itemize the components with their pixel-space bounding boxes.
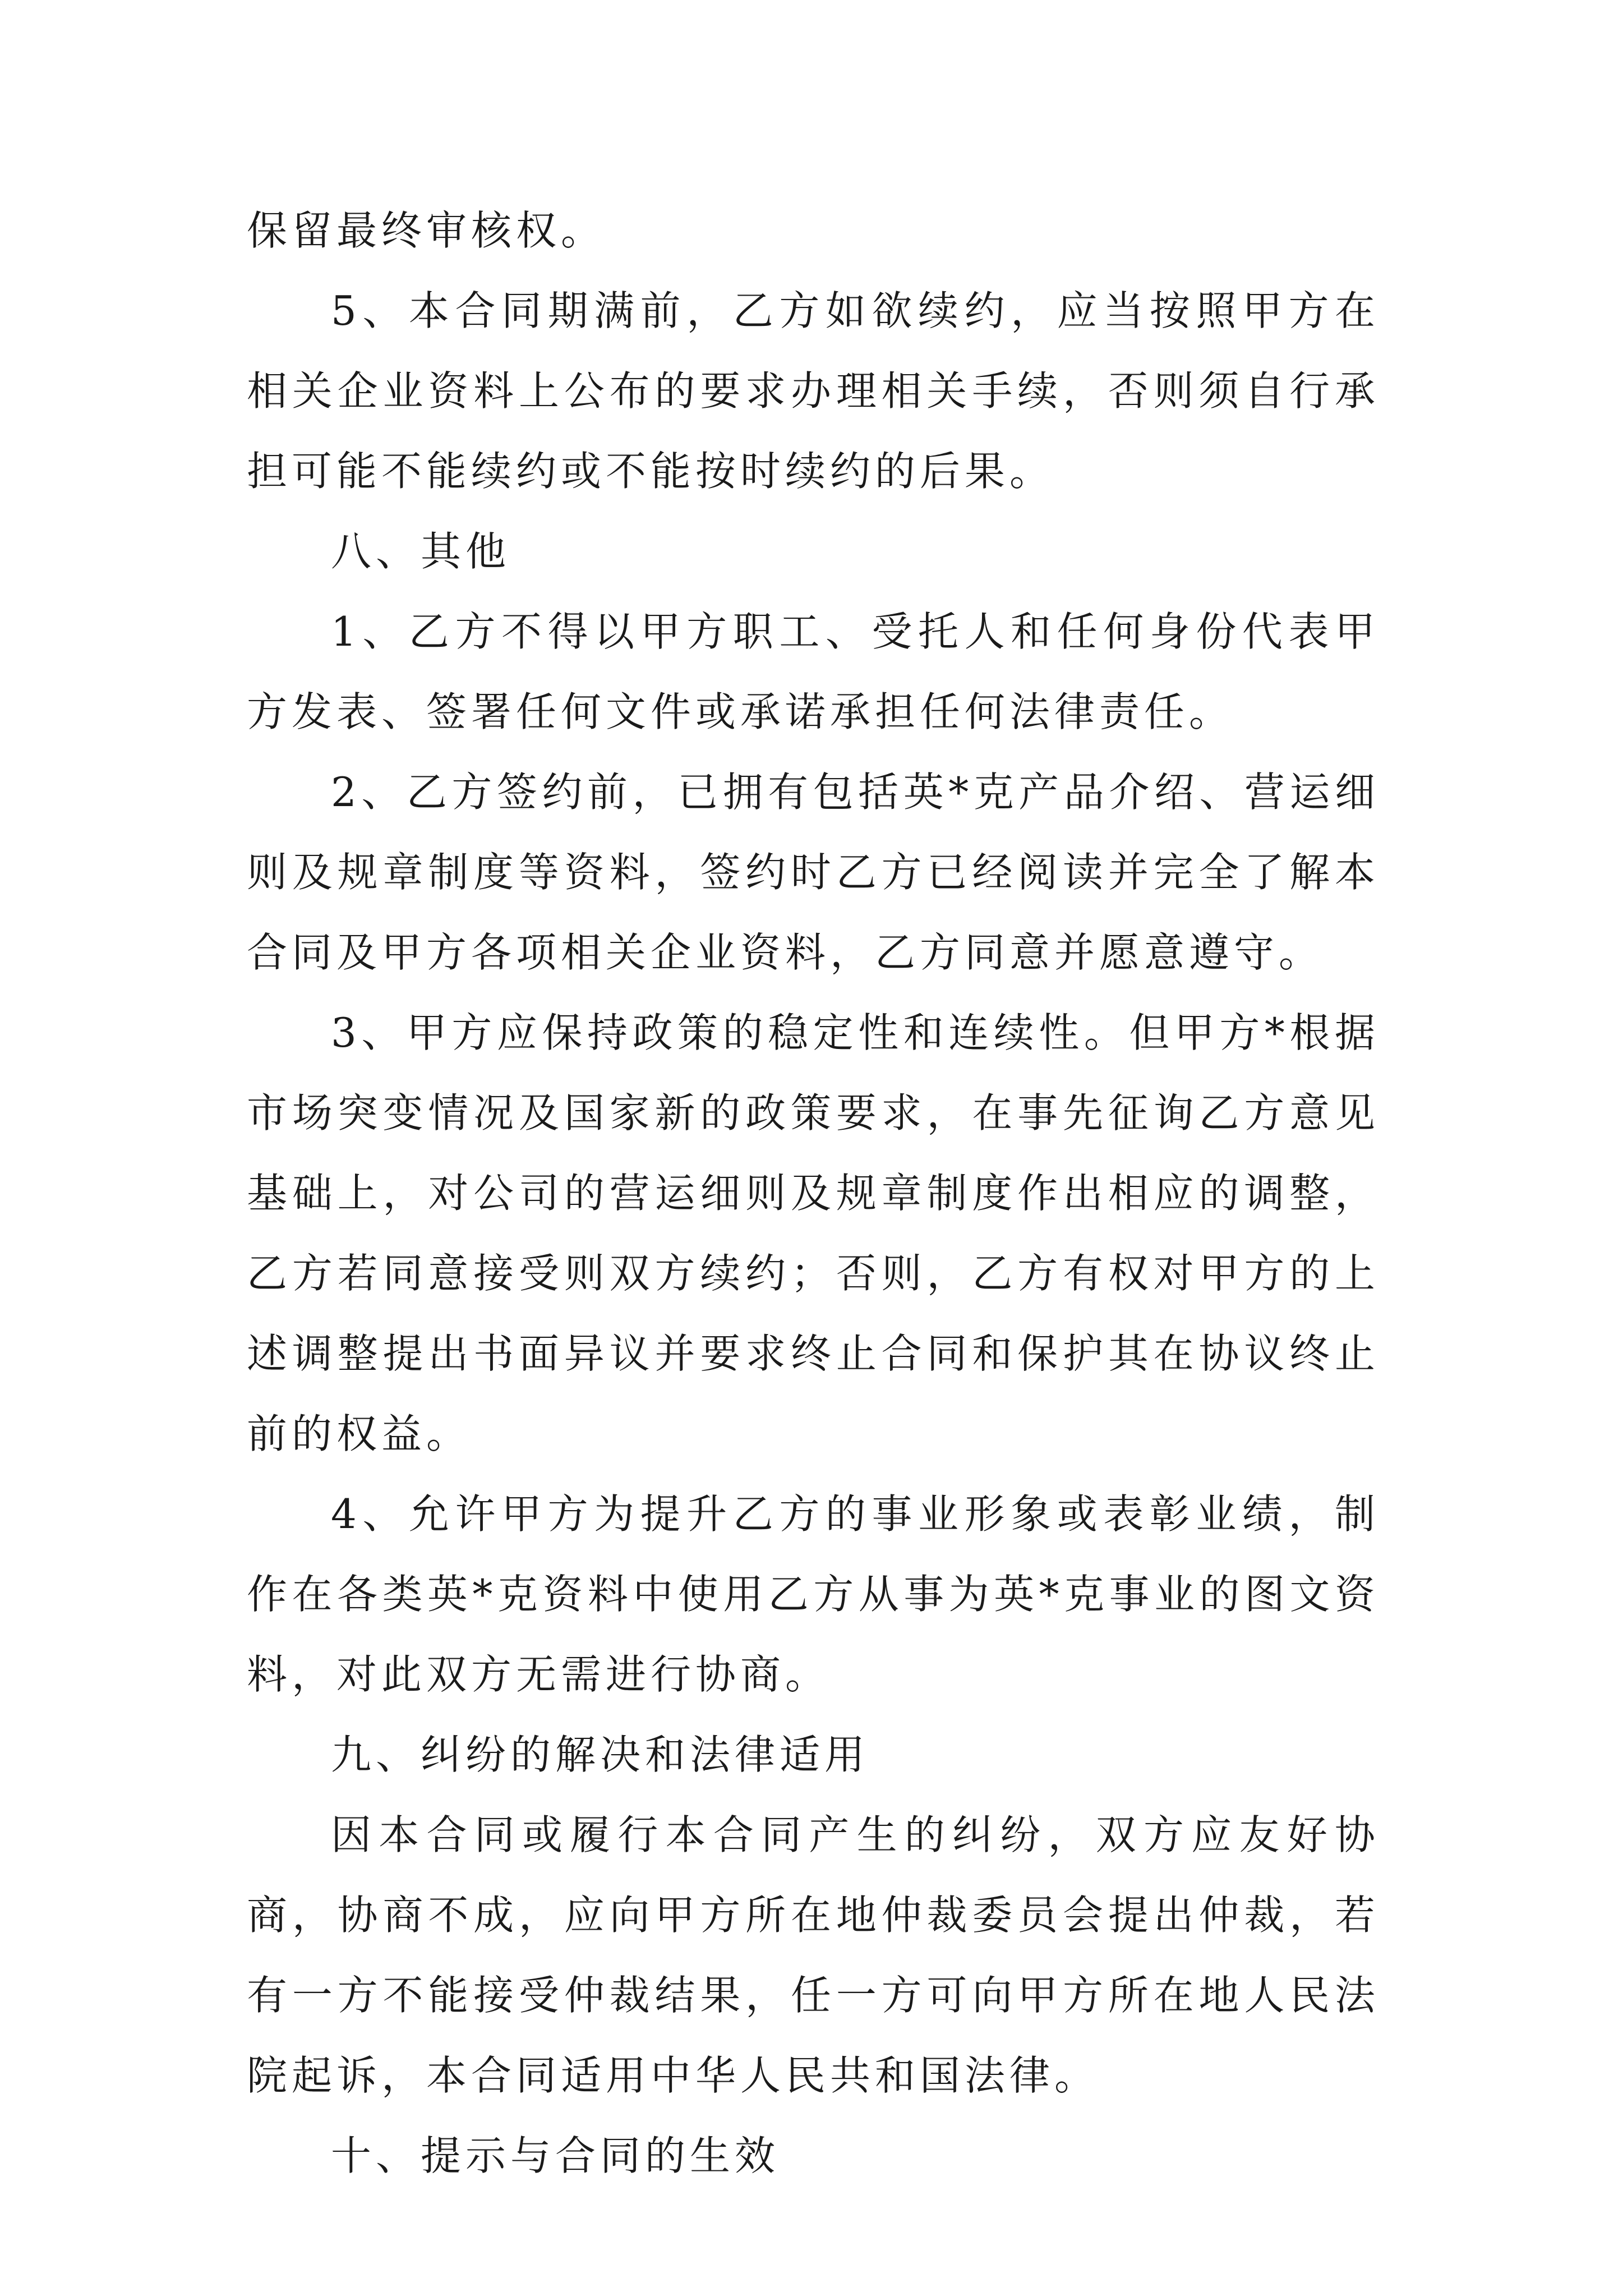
paragraph-other-4: 4、允许甲方为提升乙方的事业形象或表彰业绩，制作在各类英*克资料中使用乙方从事为英*克事业的图文资料，对此双方无需进行协商。 (247, 1490, 1380, 1698)
paragraph-other-3: 3、甲方应保持政策的稳定性和连续性。但甲方*根据市场突变情况及国家新的政策要求，在事先征询乙方意见基础上，对公司的营运细则及规章制度作出相应的调整，乙方若同意接受则双方续约；否则，乙方有权对甲方的上述调整提出书面异议并要求终止合同和保护其在协议终止前的权益。 (247, 1009, 1380, 1457)
paragraph-other-2: 2、乙方签约前，已拥有包括英*克产品介绍、营运细则及规章制度等资料，签约时乙方已经阅读并完全了解本合同及甲方各项相关企业资料，乙方同意并愿意遵守。 (247, 769, 1380, 976)
contract-body (247, 191, 1380, 2196)
section-heading-effectiveness: 十、提示与合同的生效 (331, 2132, 780, 2179)
paragraph-other-1: 1、乙方不得以甲方职工、受托人和任何身份代表甲方发表、签署任何文件或承诺承担任何法律责任。 (247, 608, 1380, 735)
paragraph-disputes: 因本合同或履行本合同产生的纠纷，双方应友好协商，协商不成，应向甲方所在地仲裁委员会提出仲裁，若有一方不能接受仲裁结果，任一方可向甲方所在地人民法院起诉，本合同适用中华人民共和国法律。 (247, 1811, 1380, 2099)
paragraph-review-right: 保留最终审核权。 (247, 207, 606, 254)
section-heading-other: 八、其他 (331, 528, 511, 575)
section-heading-disputes: 九、纠纷的解决和法律适用 (331, 1731, 870, 1778)
paragraph-renewal: 5、本合同期满前，乙方如欲续约，应当按照甲方在相关企业资料上公布的要求办理相关手续，否则须自行承担可能不能续约或不能按时续约的后果。 (247, 287, 1380, 495)
